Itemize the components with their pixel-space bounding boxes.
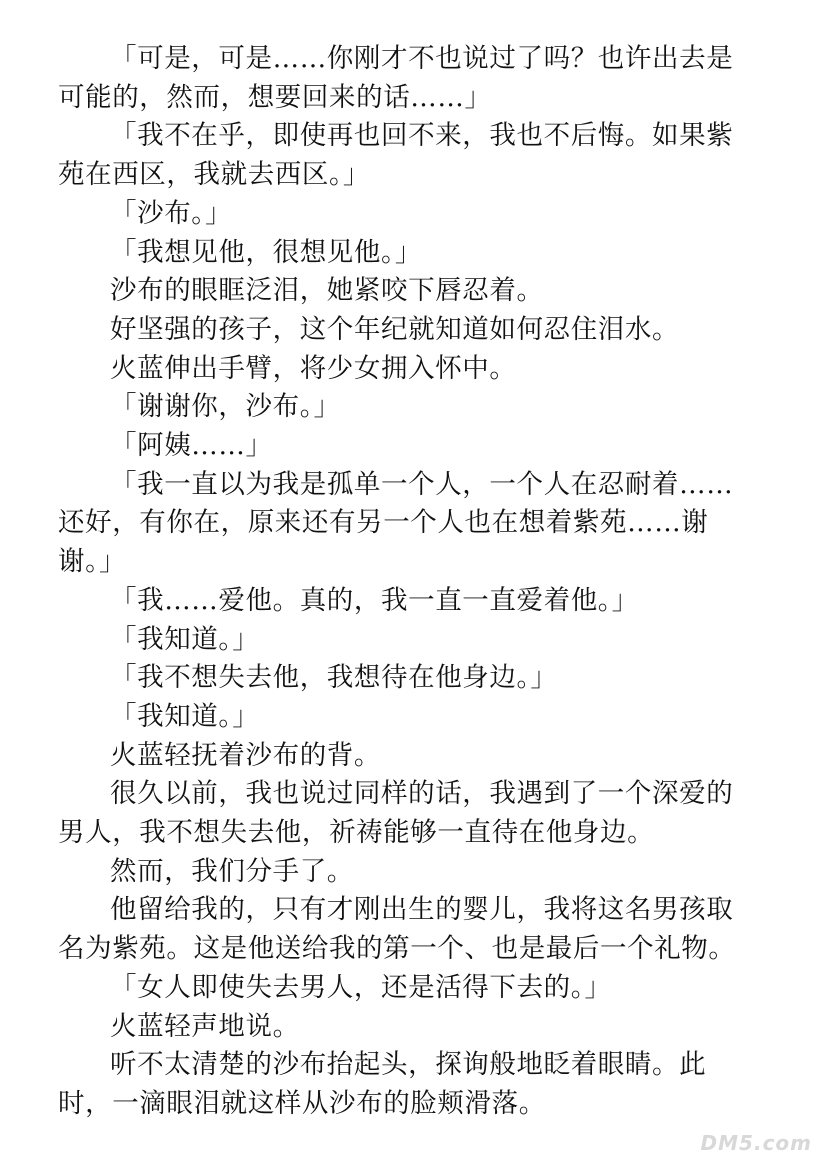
paragraph: 「女人即使失去男人，还是活得下去的。」 <box>110 971 612 1003</box>
paragraph: 「我想见他，很想见他。」 <box>110 236 422 268</box>
paragraph: 火蓝轻抚着沙布的背。 <box>110 739 381 771</box>
paragraph: 火蓝轻声地说。 <box>110 1010 300 1042</box>
paragraph: 然而，我们分手了。 <box>110 855 354 887</box>
paragraph: 沙布的眼眶泛泪，她紧咬下唇忍着。 <box>110 275 544 307</box>
paragraph: 「我知道。」 <box>110 623 260 655</box>
paragraph: 「阿姨……」 <box>110 430 273 462</box>
paragraph: 「我不想失去他，我想待在他身边。」 <box>110 662 558 694</box>
paragraph: 「谢谢你，沙布。」 <box>110 391 341 423</box>
paragraph: 「我不在乎，即使再也回不来，我也不后悔。如果紫苑在西区，我就去西区。」 <box>58 120 734 191</box>
paragraph: 「我一直以为我是孤单一个人，一个人在忍耐着……还好，有你在，原来还有另一个人也在想着紫苑……谢谢。」 <box>58 468 734 578</box>
paragraph: 「我……爱他。真的，我一直一直爱着他。」 <box>110 584 639 616</box>
document-page <box>58 40 758 1124</box>
paragraph: 他留给我的，只有才刚出生的婴儿，我将这名男孩取名为紫苑。这是他送给我的第一个、也是最后一个礼物。 <box>58 894 736 965</box>
site-watermark: DM5.com <box>700 1131 812 1155</box>
paragraph: 很久以前，我也说过同样的话，我遇到了一个深爱的男人，我不想失去他，祈祷能够一直待在他身边。 <box>58 778 734 849</box>
paragraph: 火蓝伸出手臂，将少女拥入怀中。 <box>110 352 517 384</box>
paragraph: 「可是，可是……你刚才不也说过了吗？也许出去是可能的，然而，想要回来的话……」 <box>58 43 734 113</box>
paragraph: 「沙布。」 <box>110 197 233 229</box>
paragraph: 「我知道。」 <box>110 700 260 732</box>
paragraph: 好坚强的孩子，这个年纪就知道如何忍住泪水。 <box>110 313 680 345</box>
paragraph: 听不太清楚的沙布抬起头，探询般地眨着眼睛。此时，一滴眼泪就这样从沙布的脸颊滑落。 <box>58 1049 707 1119</box>
